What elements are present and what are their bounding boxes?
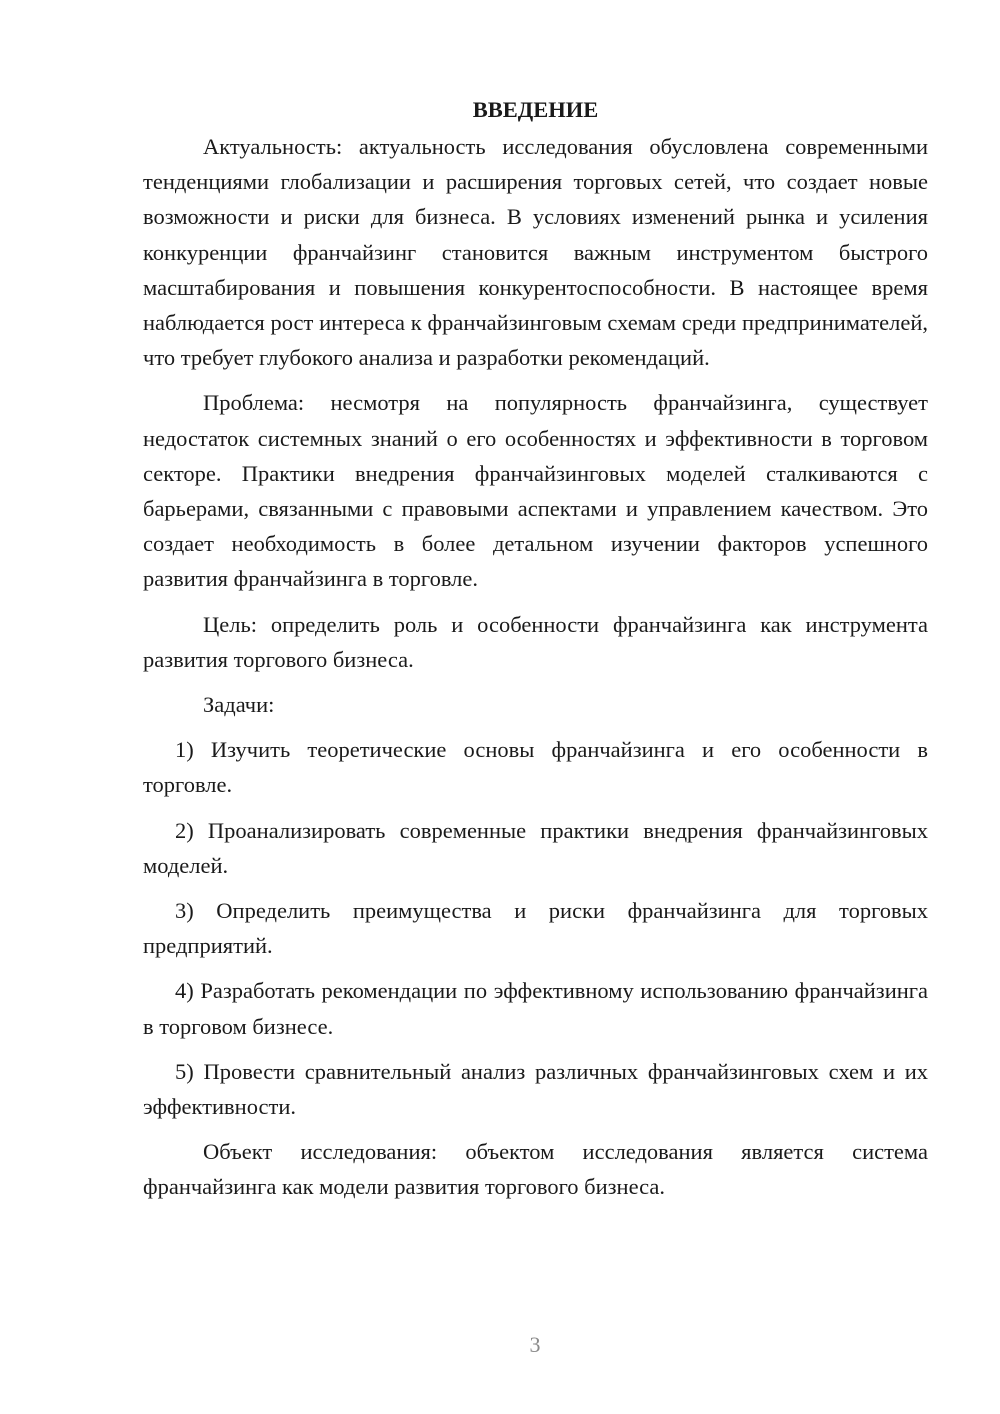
paragraph-problem: Проблема: несмотря на популярность франчайзинга, существует недостаток системных знаний о его особенностях и эффективности в торговом секторе. Практики внедрения франчайзинговых моделей сталкиваются с барьерами, связанными с правовыми аспектами и управлением качеством. Это создает необходимость в более детальном изучении факторов успешного развития франчайзинга в торговле. xyxy=(143,390,928,592)
tasks-heading: Задачи: xyxy=(203,692,275,718)
task-item-4: 4) Разработать рекомендации по эффективному использованию франчайзинга в торговом бизнесе. xyxy=(143,978,928,1039)
document-page xyxy=(143,92,928,1215)
paragraph-goal: Цель: определить роль и особенности франчайзинга как инструмента развития торгового бизнеса. xyxy=(143,611,928,672)
paragraph-object: Объект исследования: объектом исследования является система франчайзинга как модели развития торгового бизнеса. xyxy=(143,1139,928,1200)
task-item-3: 3) Определить преимущества и риски франчайзинга для торговых предприятий. xyxy=(143,898,928,959)
task-item-5: 5) Провести сравнительный анализ различных франчайзинговых схем и их эффективности. xyxy=(143,1058,928,1120)
paragraph-relevance: Актуальность: актуальность исследования обусловлена современными тенденциями глобализации и расширения торговых сетей, что создает новые возможности и риски для бизнеса. В условиях изменений рынка и усиления конкуренции франчайзинг становится важным инструментом быстрого масштабирования и повышения конкурентоспособности. В настоящее время наблюдается рост интереса к франчайзинговым схемам среди предпринимателей, что требует глубокого анализа и разработки рекомендаций. xyxy=(143,134,928,371)
page-title: ВВЕДЕНИЕ xyxy=(472,97,599,122)
page-number: 3 xyxy=(529,1332,541,1357)
task-item-1: 1) Изучить теоретические основы франчайзинга и его особенности в торговле. xyxy=(143,737,928,798)
task-item-2: 2) Проанализировать современные практики внедрения франчайзинговых моделей. xyxy=(143,817,928,878)
